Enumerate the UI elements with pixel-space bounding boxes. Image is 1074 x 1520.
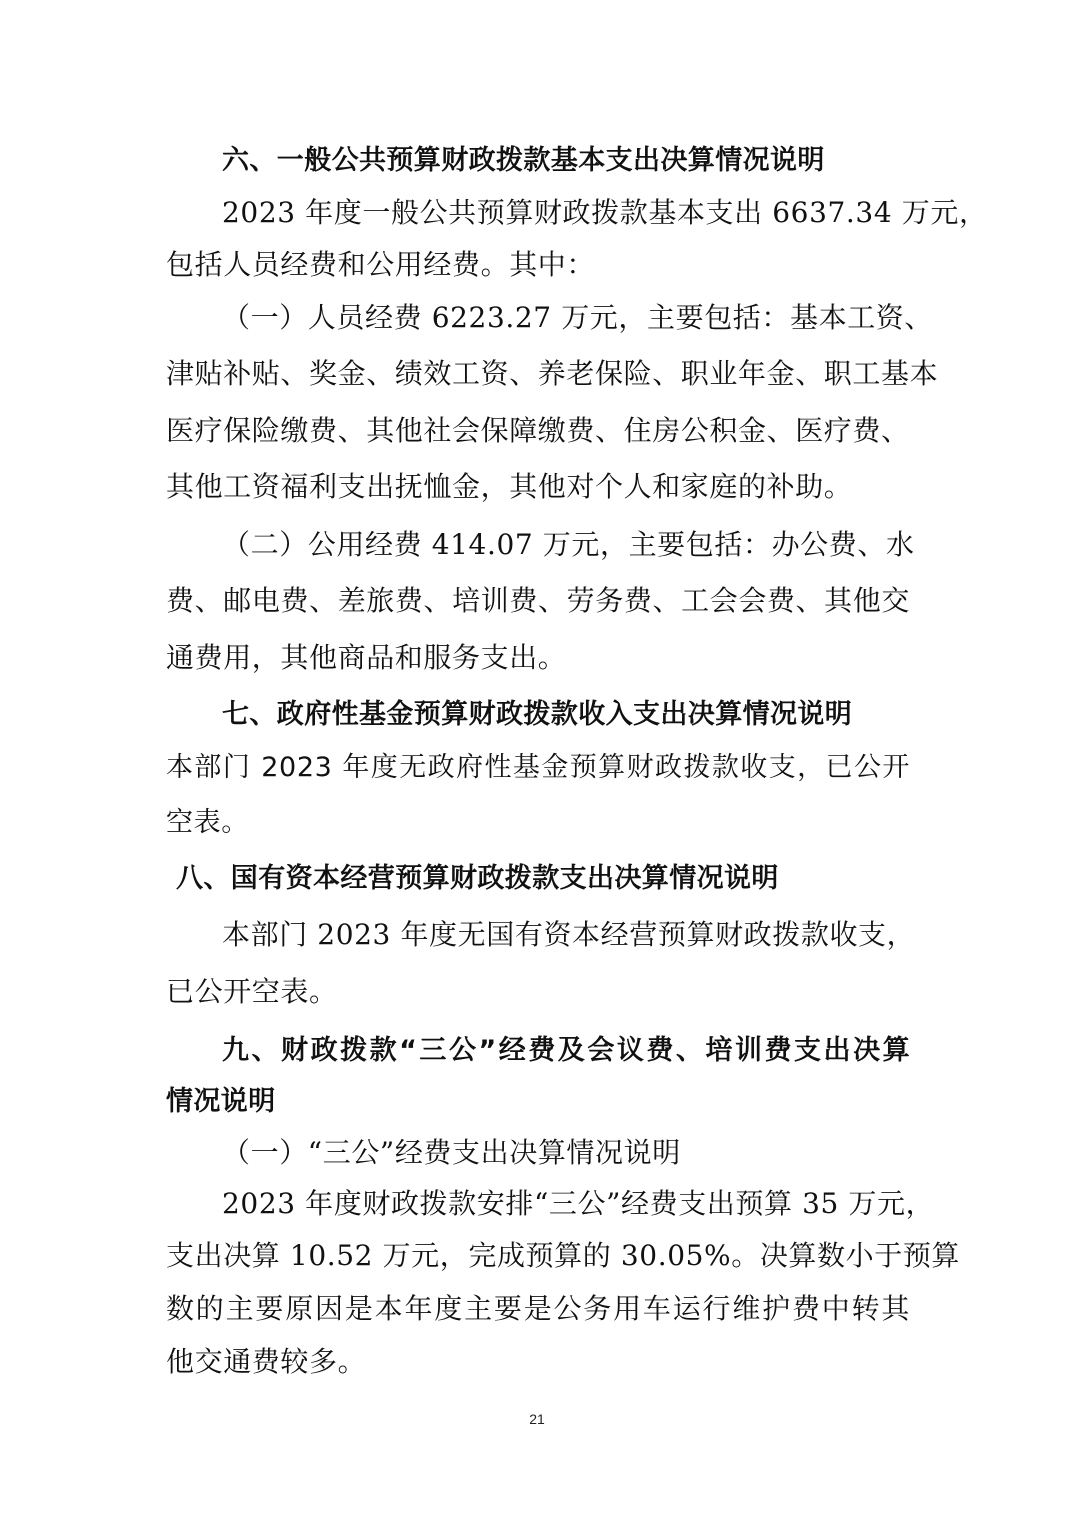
section-9-paragraph-line-4: 他交通费较多。 [166,1345,367,1378]
section-8-paragraph-line-2: 已公开空表。 [166,975,338,1008]
section-6-paragraph-1-line-2: 包括人员经费和公用经费。其中： [166,248,596,281]
section-6-paragraph-3-line-3: 通费用，其他商品和服务支出。 [166,641,567,674]
section-7-paragraph-line-2: 空表。 [166,807,249,838]
section-6-paragraph-3-line-1: （二）公用经费 414.07 万元，主要包括：办公费、水 [222,528,915,561]
section-7-heading: 七、政府性基金预算财政拨款收入支出决算情况说明 [222,699,853,730]
section-8-paragraph-line-1: 本部门 2023 年度无国有资本经营预算财政拨款收支， [222,918,916,951]
section-9-heading-line-1: 九、财政拨款“三公”经费及会议费、培训费支出决算 [222,1035,910,1066]
section-9-subheading-1: （一）“三公”经费支出决算情况说明 [222,1136,681,1169]
page-number: 21 [529,1411,545,1427]
section-6-paragraph-2-line-4: 其他工资福利支出抚恤金，其他对个人和家庭的补助。 [166,470,853,503]
section-6-paragraph-2-line-2: 津贴补贴、奖金、绩效工资、养老保险、职业年金、职工基本 [166,357,939,390]
section-6-paragraph-3-line-2: 费、邮电费、差旅费、培训费、劳务费、工会会费、其他交 [166,584,910,617]
section-6-paragraph-1-line-1: 2023 年度一般公共预算财政拨款基本支出 6637.34 万元， [222,196,988,229]
section-9-heading-line-2: 情况说明 [166,1086,276,1117]
section-9-paragraph-line-2: 支出决算 10.52 万元，完成预算的 30.05%。决算数小于预算 [166,1239,961,1272]
section-7-paragraph-line-1: 本部门 2023 年度无政府性基金预算财政拨款收支，已公开 [166,752,910,783]
section-8-heading: 八、国有资本经营预算财政拨款支出决算情况说明 [176,863,779,894]
section-6-paragraph-2-line-1: （一）人员经费 6223.27 万元，主要包括：基本工资、 [222,301,933,334]
section-9-paragraph-line-1: 2023 年度财政拨款安排“三公”经费支出预算 35 万元， [222,1187,935,1220]
section-6-paragraph-2-line-3: 医疗保险缴费、其他社会保障缴费、住房公积金、医疗费、 [166,414,910,447]
section-9-paragraph-line-3: 数的主要原因是本年度主要是公务用车运行维护费中转其 [166,1292,910,1325]
section-6-heading: 六、一般公共预算财政拨款基本支出决算情况说明 [222,145,825,176]
